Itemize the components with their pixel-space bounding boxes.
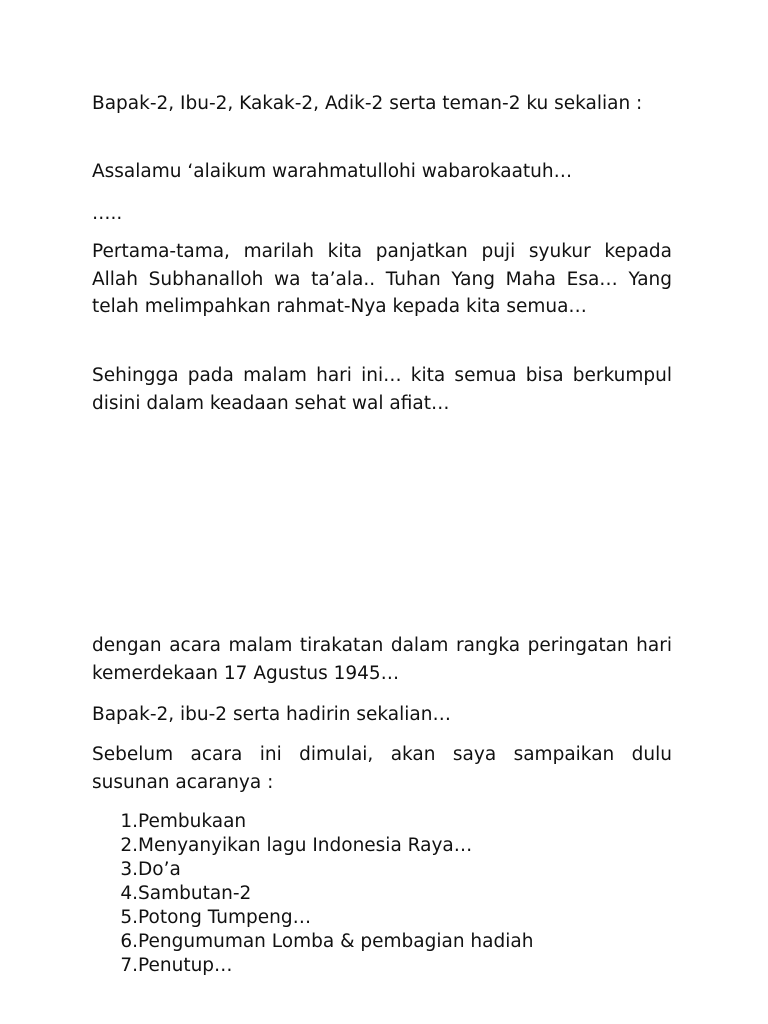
agenda-number: 5.	[120, 907, 138, 928]
agenda-text: Sambutan-2	[138, 883, 252, 904]
agenda-number: 2.	[120, 835, 138, 856]
agenda-item	[92, 954, 672, 978]
address-paragraph: Bapak-2, ibu-2 serta hadirin sekalian…	[92, 704, 451, 725]
agenda-item	[92, 858, 672, 882]
salam-paragraph: Assalamu ‘alaikum warahmatullohi wabarokaatuh…	[92, 161, 573, 182]
agenda-number: 3.	[120, 859, 138, 880]
agenda-number: 6.	[120, 931, 138, 952]
greeting-paragraph: Bapak-2, Ibu-2, Kakak-2, Adik-2 serta teman-2 ku sekalian :	[92, 93, 643, 114]
agenda-text: Menyanyikan lagu Indonesia Raya…	[138, 835, 473, 856]
agenda-text: Pengumuman Lomba & pembagian hadiah	[138, 931, 534, 952]
ellipsis-paragraph: …..	[92, 203, 123, 224]
agenda-item	[92, 810, 672, 834]
agenda-item	[92, 930, 672, 954]
agenda-list	[92, 810, 672, 978]
agenda-item	[92, 906, 672, 930]
agenda-number: 1.	[120, 811, 138, 832]
agenda-intro-paragraph: Sebelum acara ini dimulai, akan saya sampaikan dulu susunan acaranya :	[92, 744, 672, 793]
agenda-item	[92, 882, 672, 906]
opening-prayer-paragraph: Pertama-tama, marilah kita panjatkan puji syukur kepada Allah Subhanalloh wa ta’ala.. Tuhan Yang Maha Esa… Yang telah melimpahkan rahmat-Nya kepada kita semua…	[92, 241, 672, 317]
agenda-text: Pembukaan	[138, 811, 247, 832]
agenda-item	[92, 834, 672, 858]
agenda-text: Penutup…	[138, 955, 233, 976]
agenda-number: 4.	[120, 883, 138, 904]
agenda-number: 7.	[120, 955, 138, 976]
agenda-text: Do’a	[138, 859, 181, 880]
event-paragraph: dengan acara malam tirakatan dalam rangka peringatan hari kemerdekaan 17 Agustus 1945…	[92, 635, 672, 684]
gathering-paragraph: Sehingga pada malam hari ini… kita semua bisa berkumpul disini dalam keadaan sehat wal afiat…	[92, 365, 672, 414]
agenda-text: Potong Tumpeng…	[138, 907, 312, 928]
